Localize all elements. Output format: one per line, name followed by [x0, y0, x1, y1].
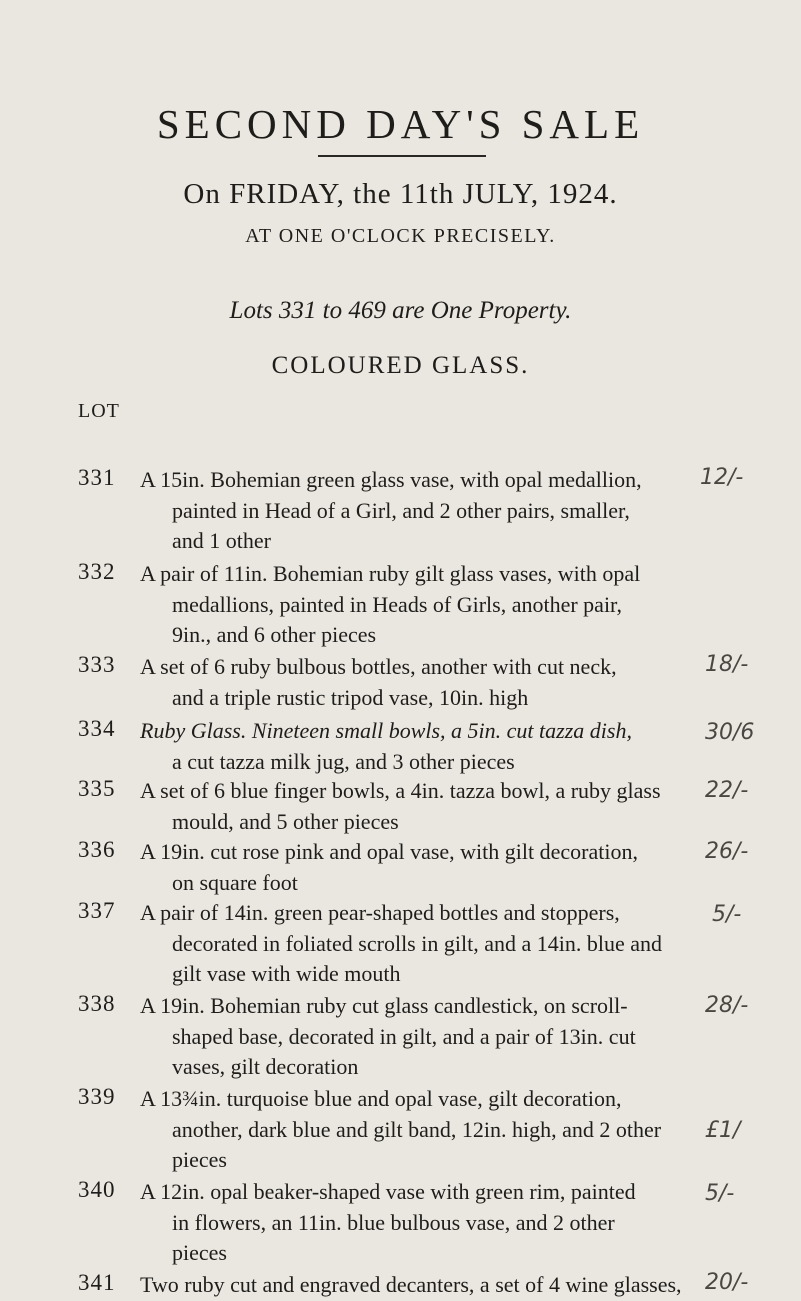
lot-description: [140, 898, 670, 990]
lot-number: 339: [78, 1084, 116, 1109]
handwritten-price: 28/-: [705, 993, 749, 1018]
lot-line: A 12in. opal beaker-shaped vase with green rim, painted: [140, 1179, 636, 1204]
lot-line: A pair of 11in. Bohemian ruby gilt glass vases, with opal: [140, 561, 641, 586]
handwritten-price: 18/-: [705, 652, 749, 677]
lot-description: [140, 465, 670, 557]
lot-description: [140, 716, 670, 777]
lot-line: in flowers, an 11in. blue bulbous vase, and 2 other: [172, 1209, 615, 1235]
lot-description: [140, 1084, 670, 1176]
lot-description: [140, 776, 670, 837]
lot-line: shaped base, decorated in gilt, and a pair of 13in. cut: [172, 1023, 636, 1049]
lot-number: 334: [78, 716, 116, 741]
lot-line: medallions, painted in Heads of Girls, another pair,: [172, 591, 623, 617]
lot-number: 338: [78, 991, 116, 1016]
lot-line: A pair of 14in. green pear-shaped bottles and stoppers,: [140, 900, 620, 925]
handwritten-price: 30/6: [705, 720, 755, 745]
lot-number: 333: [78, 652, 116, 677]
lot-line: decorated in foliated scrolls in gilt, and a 14in. blue and: [172, 930, 662, 956]
lots-note: Lots 331 to 469 are One Property.: [229, 297, 572, 324]
lot-line: pieces: [172, 1240, 227, 1265]
lot-description: [140, 1270, 682, 1301]
category-title: COLOURED GLASS.: [271, 352, 530, 379]
lot-line: a cut tazza milk jug, and 3 other pieces: [172, 748, 515, 774]
lot-description: [140, 837, 670, 898]
sale-time: AT ONE O'CLOCK PRECISELY.: [245, 225, 556, 247]
lot-number: 332: [78, 559, 116, 584]
lot-number: 337: [78, 898, 116, 923]
lot-line: A 15in. Bohemian green glass vase, with opal medallion,: [140, 467, 642, 492]
lot-line: another, dark blue and gilt band, 12in. high, and 2 other: [172, 1116, 662, 1142]
handwritten-price: £1/: [705, 1118, 741, 1143]
lot-line: and a triple rustic tripod vase, 10in. high: [172, 684, 529, 710]
lot-description: [140, 652, 670, 713]
lot-number: 336: [78, 837, 116, 862]
lot-number: 341: [78, 1270, 116, 1295]
lot-line: and 1 other: [172, 528, 271, 553]
lot-number: 335: [78, 776, 116, 801]
sale-date: On FRIDAY, the 11th JULY, 1924.: [183, 178, 618, 210]
lot-line: Two ruby cut and engraved decanters, a set of 4 wine glasses,: [140, 1272, 682, 1297]
heading-rule: [318, 155, 486, 157]
lot-line: gilt vase with wide mouth: [172, 961, 401, 986]
handwritten-price: 26/-: [705, 839, 749, 864]
lot-line: Ruby Glass. Nineteen small bowls, a 5in. cut tazza dish,: [140, 718, 632, 743]
lot-line: A 13¾in. turquoise blue and opal vase, gilt decoration,: [140, 1086, 622, 1111]
lot-description: [140, 991, 670, 1083]
lot-column-header: LOT: [78, 400, 120, 422]
lot-line: vases, gilt decoration: [172, 1054, 359, 1079]
handwritten-price: 5/-: [712, 902, 742, 927]
lot-line: A 19in. Bohemian ruby cut glass candlestick, on scroll-: [140, 993, 628, 1018]
lot-line: pieces: [172, 1147, 227, 1172]
lot-number: 331: [78, 465, 116, 490]
lot-line: on square foot: [172, 869, 298, 895]
lot-line: A set of 6 blue finger bowls, a 4in. tazza bowl, a ruby glass: [140, 778, 661, 803]
handwritten-price: 12/-: [700, 465, 744, 490]
lot-line: A 19in. cut rose pink and opal vase, with gilt decoration,: [140, 839, 638, 864]
lot-line: mould, and 5 other pieces: [172, 808, 399, 834]
page-heading: SECOND DAY'S SALE: [156, 101, 645, 147]
lot-line: 9in., and 6 other pieces: [172, 622, 377, 647]
lot-description: [140, 559, 670, 651]
handwritten-price: 20/-: [705, 1270, 749, 1295]
lot-line: painted in Head of a Girl, and 2 other pairs, smaller,: [172, 497, 630, 523]
lot-number: 340: [78, 1177, 116, 1202]
lot-line: A set of 6 ruby bulbous bottles, another with cut neck,: [140, 654, 617, 679]
handwritten-price: 22/-: [705, 778, 749, 803]
lot-description: [140, 1177, 670, 1269]
handwritten-price: 5/-: [705, 1181, 735, 1206]
